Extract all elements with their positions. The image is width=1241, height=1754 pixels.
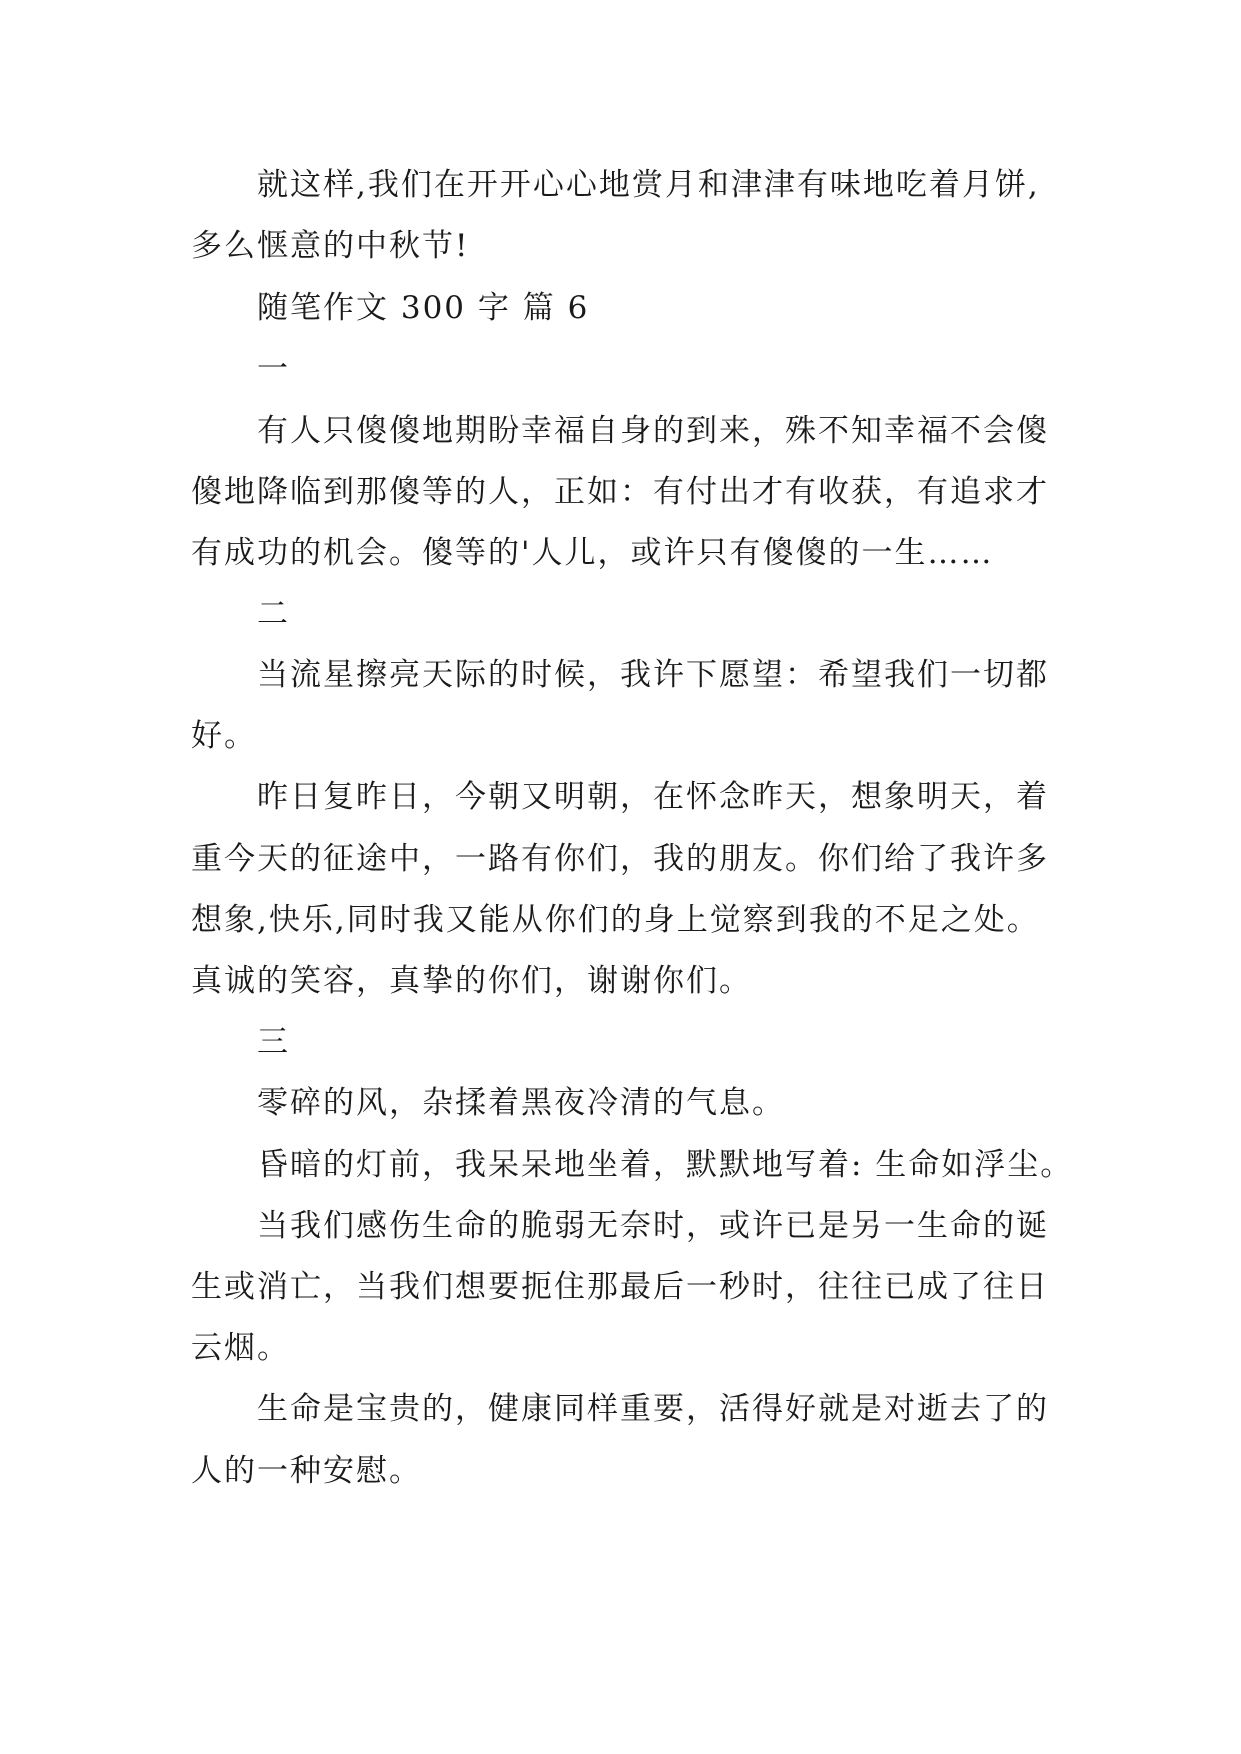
text-line: 昏暗的灯前，我呆呆地坐着，默默地写着: 生命如浮尘。	[257, 1147, 1074, 1183]
text-line: 傻地降临到那傻等的人，正如：有付出才有收获，有追求才	[191, 474, 1049, 510]
text-line: 重今天的征途中，一路有你们，我的朋友。你们给了我许多	[191, 841, 1049, 877]
text-line: 想象,快乐,同时我又能从你们的身上觉察到我的不足之处。	[191, 902, 1040, 938]
section-number: 三	[257, 1024, 290, 1060]
text-line: 有成功的机会。傻等的'人儿，或许只有傻傻的一生……	[191, 535, 994, 571]
text-line: 人的一种安慰。	[191, 1453, 422, 1489]
text-line: 真诚的笑容，真挚的你们，谢谢你们。	[191, 963, 752, 999]
text-line: 云烟。	[191, 1330, 290, 1366]
text-line: 就这样,我们在开开心心地赏月和津津有味地吃着月饼,	[257, 167, 1040, 203]
text-line: 生或消亡，当我们想要扼住那最后一秒时，往往已成了往日	[191, 1269, 1049, 1305]
section-number: 二	[257, 596, 290, 632]
text-line: 零碎的风，杂揉着黑夜冷清的气息。	[257, 1085, 785, 1121]
section-heading: 随笔作文 300 字 篇 6	[257, 290, 590, 326]
text-line: 当我们感伤生命的脆弱无奈时，或许已是另一生命的诞	[257, 1208, 1049, 1244]
text-line: 多么惬意的中秋节!	[191, 228, 470, 264]
section-number: 一	[257, 351, 290, 387]
text-line: 生命是宝贵的，健康同样重要，活得好就是对逝去了的	[257, 1391, 1049, 1427]
text-line: 有人只傻傻地期盼幸福自身的到来，殊不知幸福不会傻	[257, 413, 1049, 449]
text-line: 昨日复昨日，今朝又明朝，在怀念昨天，想象明天，着	[257, 779, 1049, 815]
text-line: 好。	[191, 718, 257, 754]
text-line: 当流星擦亮天际的时候，我许下愿望：希望我们一切都	[257, 657, 1049, 693]
